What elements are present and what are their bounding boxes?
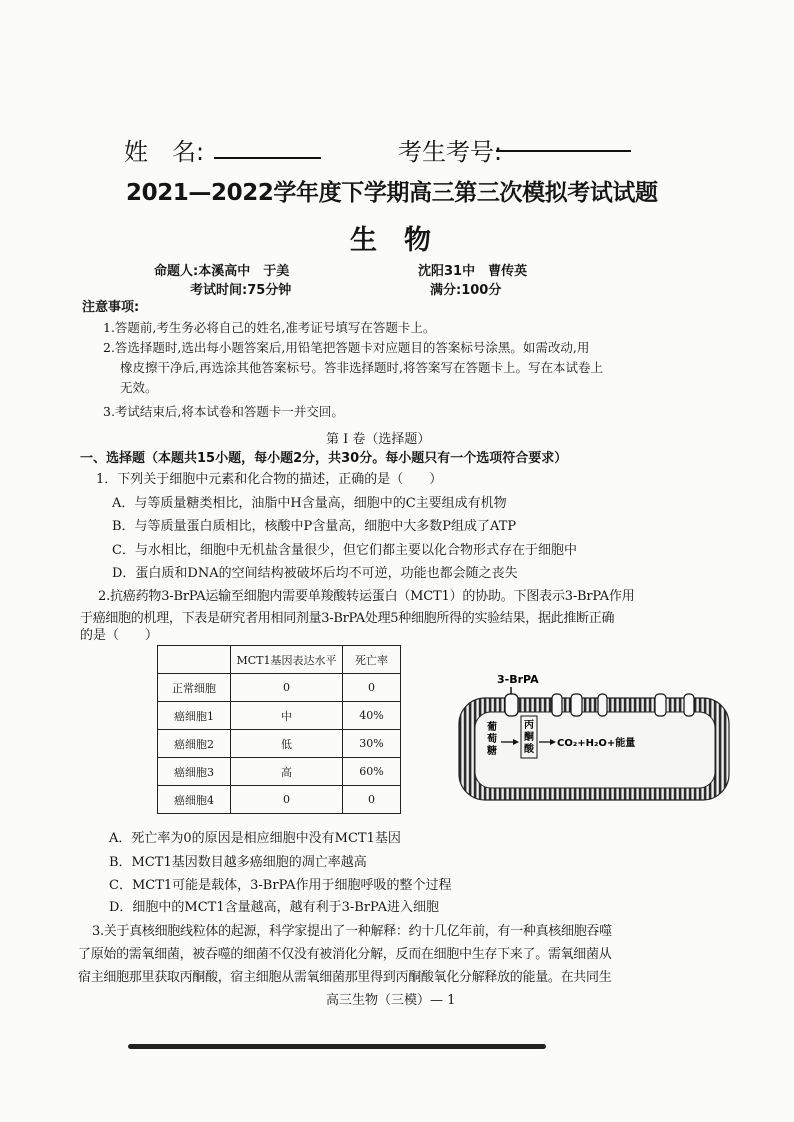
q2-option-a[interactable]: A．死亡率为0的原因是相应细胞中没有MCT1基因 — [109, 831, 401, 846]
membrane-protein — [684, 694, 694, 716]
membrane-protein — [571, 694, 582, 716]
table-cell: 0 — [343, 786, 401, 814]
exam-time: 考试时间:75分钟 — [190, 283, 292, 298]
table-cell: 0 — [343, 674, 401, 702]
q1-option-d[interactable]: D．蛋白质和DNA的空间结构被破坏后均不可逆，功能也都会随之丧失 — [112, 566, 518, 581]
table-row — [158, 758, 401, 786]
name-blank[interactable] — [214, 157, 321, 159]
table-header-cell — [158, 646, 231, 674]
q3-line-1: 3.关于真核细胞线粒体的起源，科学家提出了一种解释：约十几亿年前，有一种真核细胞吞噬 — [92, 924, 612, 939]
q2-stem-2: 于癌细胞的机理，下表是研究者用相同剂量3-BrPA处理5种细胞所得的实验结果，据此推断正确 — [80, 611, 615, 626]
table-row — [158, 674, 401, 702]
note-1: 1.答题前,考生务必将自己的姓名,准考证号填写在答题卡上。 — [103, 320, 436, 335]
volume-title: 第 I 卷（选择题） — [326, 432, 431, 447]
table-row — [158, 702, 401, 730]
notes-title: 注意事项: — [82, 300, 140, 315]
exam-title: 2021—2022学年度下学期高三第三次模拟考试试题 — [126, 180, 658, 206]
note-2-cont: 橡皮擦干净后,再选涂其他答案标号。答非选择题时,将答案写在答题卡上。写在本试卷上 — [120, 360, 603, 375]
glucose-char: 葡 — [487, 722, 497, 733]
q3-line-3: 宿主细胞那里获取丙酮酸，宿主细胞从需氧细菌那里得到丙酮酸氧化分解释放的能量。在共同生 — [78, 970, 612, 985]
cell-mechanism-figure — [453, 668, 743, 808]
q2-stem-3: 的是（ ） — [80, 628, 159, 643]
table-cell: 0 — [231, 674, 343, 702]
membrane-protein — [552, 694, 562, 716]
table-cell: 30% — [343, 730, 401, 758]
glucose-char: 萄 — [487, 734, 497, 745]
page-footer: 高三生物（三模）— 1 — [326, 993, 456, 1008]
q1-option-b[interactable]: B．与等质量蛋白质相比，核酸中P含量高，细胞中大多数P组成了ATP — [112, 519, 517, 534]
table-cell: 高 — [231, 758, 343, 786]
table-cell: 中 — [231, 702, 343, 730]
experiment-table — [157, 645, 401, 814]
q2-option-b[interactable]: B．MCT1基因数目越多癌细胞的凋亡率越高 — [109, 855, 367, 870]
table-row — [158, 730, 401, 758]
section-title: 一、选择题（本题共15小题，每小题2分，共30分。每小题只有一个选项符合要求） — [80, 451, 568, 466]
cytoplasm — [475, 712, 715, 788]
pyruvate-char: 丙 — [524, 720, 534, 731]
membrane-protein — [598, 694, 607, 716]
setter-info: 命题人:本溪高中 于美 — [154, 264, 290, 279]
exam-number-blank[interactable] — [496, 150, 631, 152]
table-cell: 癌细胞4 — [158, 786, 231, 814]
q1-stem: 1．下列关于细胞中元素和化合物的描述，正确的是（ ） — [96, 472, 443, 487]
table-header-cell: 死亡率 — [343, 646, 401, 674]
table-cell: 40% — [343, 702, 401, 730]
q2-option-d[interactable]: D．细胞中的MCT1含量越高，越有利于3-BrPA进入细胞 — [109, 900, 439, 915]
table-header-row — [158, 646, 401, 674]
note-2: 2.答选择题时,选出每小题答案后,用铅笔把答题卡对应题目的答案标号涂黑。如需改动,用 — [103, 340, 590, 355]
q3-line-2: 了原始的需氧细菌，被吞噬的细菌不仅没有被消化分解，反而在细胞中生存下来了。需氧细菌从 — [78, 947, 612, 962]
table-cell: 60% — [343, 758, 401, 786]
mct1-channel — [505, 694, 518, 716]
table-cell: 低 — [231, 730, 343, 758]
setter-info-2: 沈阳31中 曹传英 — [418, 264, 528, 279]
pyruvate-char: 酮 — [524, 732, 534, 743]
full-score: 满分:100分 — [430, 283, 502, 298]
subject-title: 生 物 — [350, 225, 431, 256]
table-cell: 癌细胞2 — [158, 730, 231, 758]
table-row — [158, 786, 401, 814]
q1-option-a[interactable]: A．与等质量糖类相比，油脂中H含量高，细胞中的C主要组成有机物 — [112, 496, 507, 511]
q1-option-c[interactable]: C．与水相比，细胞中无机盐含量很少，但它们都主要以化合物形式存在于细胞中 — [112, 543, 577, 558]
note-2-end: 无效。 — [120, 380, 158, 395]
table-cell: 正常细胞 — [158, 674, 231, 702]
table-cell: 癌细胞3 — [158, 758, 231, 786]
membrane-protein — [655, 694, 666, 716]
products-label: CO₂+H₂O+能量 — [557, 738, 636, 749]
exam-number-label: 考生考号: — [398, 138, 503, 166]
scan-edge-bar — [128, 1044, 546, 1049]
name-label: 姓 名: — [124, 138, 205, 166]
table-cell: 癌细胞1 — [158, 702, 231, 730]
drug-label: 3-BrPA — [497, 673, 539, 686]
table-cell: 0 — [231, 786, 343, 814]
table-header-cell: MCT1基因表达水平 — [231, 646, 343, 674]
q2-stem-1: 2.抗癌药物3-BrPA运输至细胞内需要单羧酸转运蛋白（MCT1）的协助。下图表示3-BrPA作用 — [98, 589, 635, 604]
glucose-char: 糖 — [487, 746, 497, 757]
pyruvate-char: 酸 — [524, 744, 534, 755]
q2-option-c[interactable]: C．MCT1可能是载体，3-BrPA作用于细胞呼吸的整个过程 — [109, 878, 452, 893]
note-3: 3.考试结束后,将本试卷和答题卡一并交回。 — [103, 404, 344, 419]
